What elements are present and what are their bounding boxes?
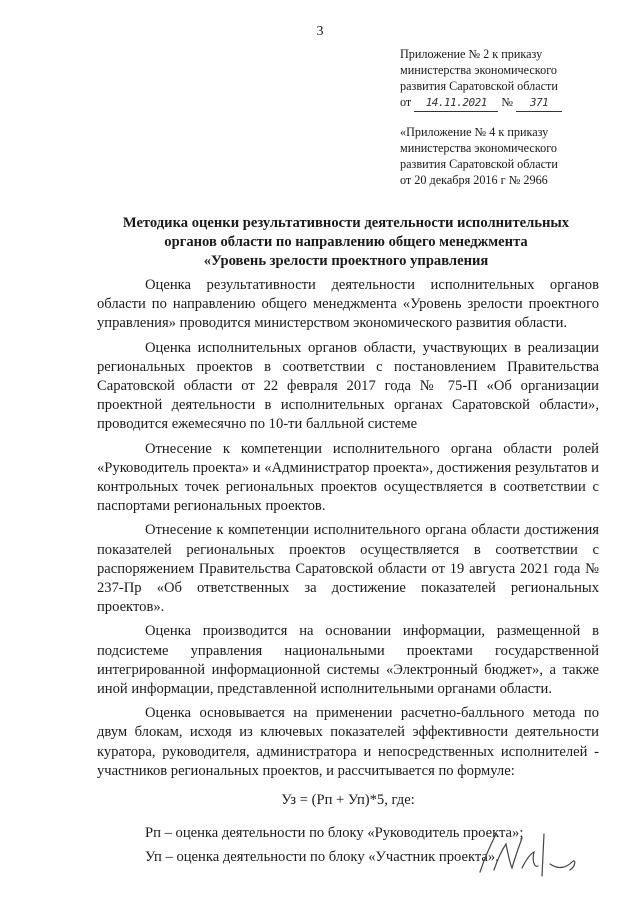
paragraph: Оценка основывается на применении расчетно-балльного метода по двум блокам, исходя из ключевых показателей эффективности деятельности куратора, руководителя, администратора и непосредственных исполнителей - участников региональных проектов, и рассчитывается по формуле:	[97, 705, 599, 779]
paragraph: Отнесение к компетенции исполнительного органа области ролей «Руководитель проекта» и «Администратор проекта», достижения результатов и контрольных точек региональных проектов осуществляется в соответствии с паспортами региональных проектов.	[97, 440, 599, 515]
appendix-date-line	[400, 94, 600, 112]
title-line: Методика оценки результативности деятельности исполнительных	[122, 215, 570, 231]
date-prefix: от	[400, 95, 412, 109]
paragraph: Оценка производится на основании информации, размещенной в подсистеме управления национальными проектами государственной интегрированной информационной системы «Электронный бюджет», а также иной информации, представленной исполнительными органами области.	[97, 623, 599, 698]
appendix-line: «Приложение № 4 к приказу	[400, 125, 549, 139]
number-prefix: №	[501, 95, 513, 109]
document-body	[97, 276, 599, 873]
appendix-line: Приложение № 2 к приказу	[400, 47, 543, 61]
paragraph: Оценка результативности деятельности исполнительных органов области по направлению общего менеджмента «Уровень зрелости проектного управления» проводится министерством экономического развития области.	[97, 277, 599, 332]
title-line: органов области по направлению общего менеджмента	[164, 234, 528, 250]
page-number: 3	[316, 24, 324, 39]
appendix-header-original	[400, 124, 600, 188]
handwritten-number: 371	[516, 94, 562, 112]
appendix-line: развития Саратовской области	[400, 79, 558, 93]
definition-line: Уп – оценка деятельности по блоку «Участник проекта».	[145, 849, 499, 866]
handwritten-date: 14.11.2021	[414, 94, 498, 112]
handwritten-signature	[472, 824, 592, 884]
paragraph: Отнесение к компетенции исполнительного органа области достижения показателей региональных проектов осуществляется в соответствии с распоряжением Правительства Саратовской области от 19 августа 2021 года № 237-Пр «Об ответственных за достижение показателей региональных проектов».	[97, 522, 599, 616]
paragraph: Оценка исполнительных органов области, участвующих в реализации региональных проектов в соответствии с постановлением Правительства Саратовской области от 22 февраля 2017 года № 75-П «Об организации проектной деятельности в исполнительных органах Саратовской области», проводится ежемесячно по 10-ти балльной системе	[97, 339, 599, 433]
formula: Уз = (Рп + Уп)*5, где:	[281, 792, 415, 809]
appendix-line: от 20 декабря 2016 г № 2966	[400, 173, 548, 187]
appendix-header-current	[400, 46, 600, 112]
document-title	[96, 214, 596, 271]
appendix-line: министерства экономического	[400, 63, 557, 77]
title-line: «Уровень зрелости проектного управления	[203, 253, 489, 269]
appendix-line: министерства экономического	[400, 141, 557, 155]
definition-line: Рп – оценка деятельности по блоку «Руководитель проекта»;	[145, 825, 524, 842]
appendix-line: развития Саратовской области	[400, 157, 558, 171]
